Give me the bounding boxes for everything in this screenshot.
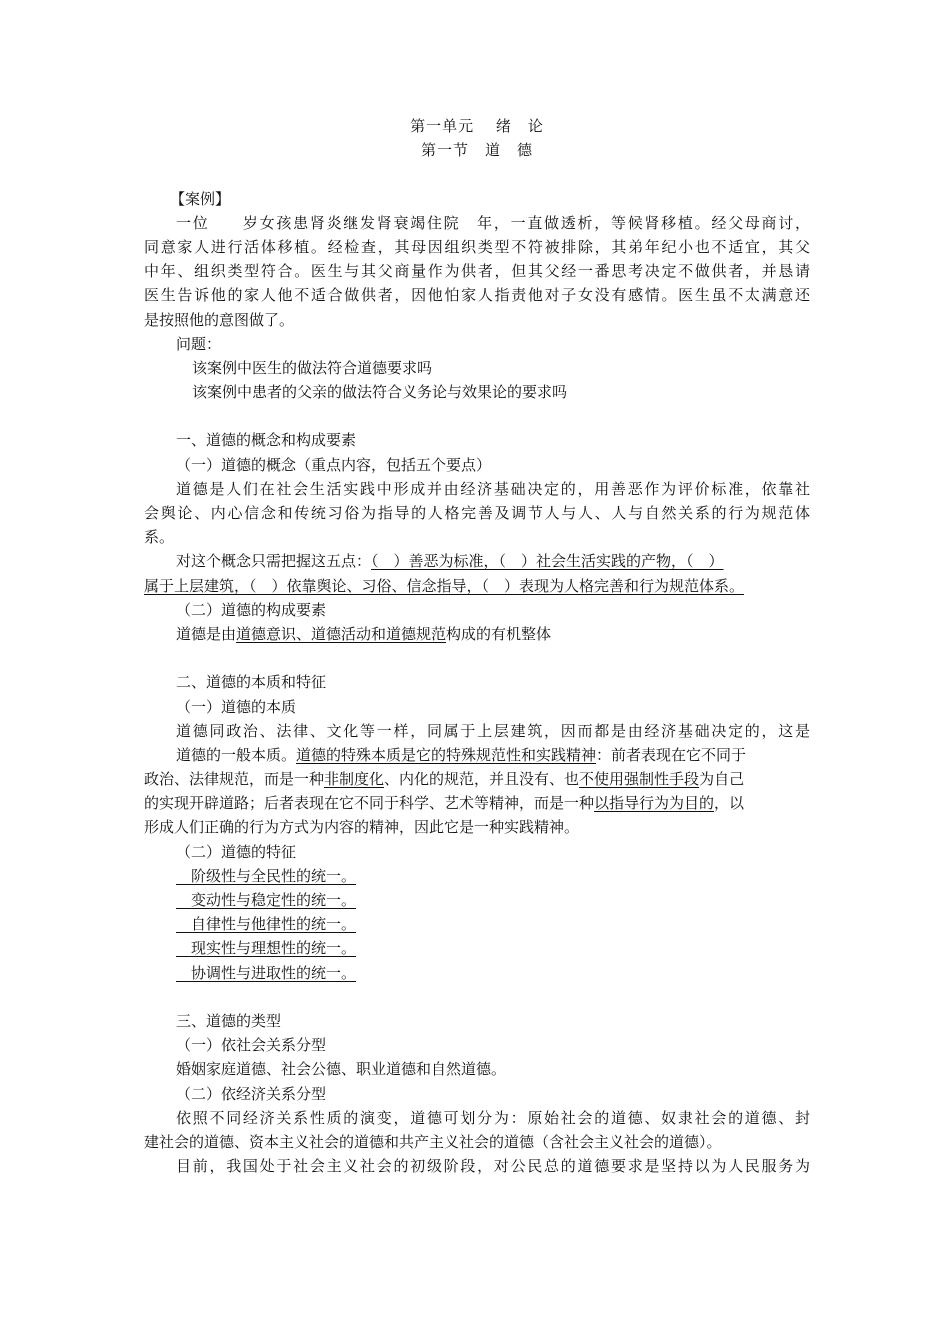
feature-item — [144, 864, 810, 888]
underlined-text — [176, 891, 356, 909]
subsection-heading: （二）依经济关系分型 — [176, 1084, 327, 1103]
feature-text: 自律性与他律性的统一。 — [191, 915, 357, 934]
text-run: 对这个概念只需把握这五点： — [176, 552, 372, 571]
underlined-text — [176, 867, 356, 885]
paragraph-line — [144, 743, 810, 767]
text-run: 为自己 — [699, 770, 745, 789]
paragraph-line — [144, 791, 810, 815]
subsection-heading: （一）道德的本质 — [176, 697, 297, 716]
paragraph-line: 依照不同经济关系性质的演变，道德可划分为：原始社会的道德、奴隶社会的道德、封 — [176, 1108, 810, 1127]
underlined-text: （ ）善恶为标准，（ ）社会生活实践的产物，（ ） — [371, 552, 724, 571]
subsection-heading: （二）道德的特征 — [176, 842, 297, 861]
question-label: 问题： — [176, 334, 222, 353]
underlined-text — [176, 915, 356, 933]
underlined-text: 非制度化 — [324, 770, 385, 789]
question-item: 该案例中患者的父亲的做法符合义务论与效果论的要求吗 — [192, 383, 568, 402]
paragraph-line: 会舆论、内心信念和传统习俗为指导的人格完善及调节人与人、人与自然关系的行为规范体 — [144, 504, 810, 522]
subsection-heading: （二）道德的构成要素 — [176, 600, 327, 619]
section-heading: 一、道德的概念和构成要素 — [176, 431, 357, 450]
text-run: 的实现开辟道路；后者表现在它不同于科学、艺术等精神，而是一种 — [144, 794, 595, 813]
text-run: 、内化的规范，并且没有、也 — [384, 770, 580, 789]
underlined-text: 属于上层建筑，（ ）依靠舆论、习俗、信念指导，（ ）表现为人格完善和行为规范体系。 — [144, 576, 745, 595]
feature-text: 现实性与理想性的统一。 — [191, 939, 357, 958]
spacer — [144, 404, 810, 428]
spacer — [144, 162, 810, 186]
underlined-text: 以指导行为为目的 — [594, 794, 715, 813]
paragraph-line: 系。 — [144, 528, 175, 547]
feature-text: 阶级性与全民性的统一。 — [191, 866, 357, 885]
case-line: 一位 岁女孩患肾炎继发肾衰竭住院 年，一直做透析，等候肾移植。经父母商讨， — [176, 213, 810, 232]
unit-title: 第一单元 绪 论 — [410, 117, 544, 135]
paragraph-line — [144, 574, 810, 598]
text-run: 构成的有机整体 — [446, 624, 552, 643]
feature-item — [144, 888, 810, 912]
underlined-text — [176, 939, 356, 957]
text-run: 政治、法律规范，而是一种 — [144, 770, 325, 789]
feature-text: 变动性与稳定性的统一。 — [191, 891, 357, 909]
underlined-text: 道德的特殊本质是它的特殊规范性和实践精神 — [296, 745, 597, 764]
text-run: 道德是由 — [176, 624, 237, 643]
case-line: 中年、组织类型符合。医生与其父商量作为供者，但其父经一番思考决定不做供者，并恳请 — [144, 262, 810, 281]
paragraph-line: 婚姻家庭道德、社会公德、职业道德和自然道德。 — [176, 1060, 507, 1079]
paragraph-line: 建社会的道德、资本主义社会的道德和共产主义社会的道德（含社会主义社会的道德）。 — [144, 1132, 722, 1151]
spacer — [144, 985, 810, 1009]
section-heading: 二、道德的本质和特征 — [176, 673, 327, 692]
feature-item — [144, 912, 810, 936]
feature-text: 协调性与进取性的统一。 — [191, 963, 357, 982]
underlined-text: 不使用强制性手段 — [579, 770, 700, 789]
paragraph-line — [144, 622, 810, 646]
text-run: 道德的一般本质。 — [176, 745, 297, 764]
subsection-heading: （一）道德的概念（重点内容，包括五个要点） — [176, 455, 492, 474]
feature-item — [144, 961, 810, 985]
case-line: 医生告诉他的家人他不适合做供者，因他怕家人指责他对子女没有感情。医生虽不太满意还 — [144, 286, 810, 305]
paragraph-line: 道德是人们在社会生活实践中形成并由经济基础决定的，用善恶作为评价标准，依靠社 — [176, 479, 810, 498]
document-page — [144, 114, 810, 1178]
case-heading: 【案例】 — [170, 189, 231, 208]
subsection-heading: （一）依社会关系分型 — [176, 1036, 327, 1055]
paragraph-line: 形成人们正确的行为方式为内容的精神，因此它是一种实践精神。 — [144, 818, 580, 837]
underlined-text — [176, 964, 356, 982]
paragraph-line — [144, 767, 810, 791]
spacer — [144, 646, 810, 670]
case-line: 是按照他的意图做了。 — [144, 310, 295, 329]
feature-item — [144, 936, 810, 960]
paragraph-line: 道德同政治、法律、文化等一样，同属于上层建筑，因而都是由经济基础决定的，这是 — [176, 721, 810, 740]
paragraph-line: 目前，我国处于社会主义社会的初级阶段，对公民总的道德要求是坚持以为人民服务为 — [176, 1157, 810, 1176]
text-run: ：前者表现在它不同于 — [596, 745, 747, 764]
section-title: 第一节 道 德 — [420, 141, 533, 160]
paragraph-line — [144, 549, 810, 573]
case-line: 同意家人进行活体移植。经检查，其母因组织类型不符被排除，其弟年纪小也不适宜，其父 — [144, 237, 810, 256]
text-run: ，以 — [714, 794, 745, 813]
question-item: 该案例中医生的做法符合道德要求吗 — [192, 358, 433, 377]
section-heading: 三、道德的类型 — [176, 1011, 282, 1030]
underlined-text: 道德意识、道德活动和道德规范 — [236, 624, 447, 643]
